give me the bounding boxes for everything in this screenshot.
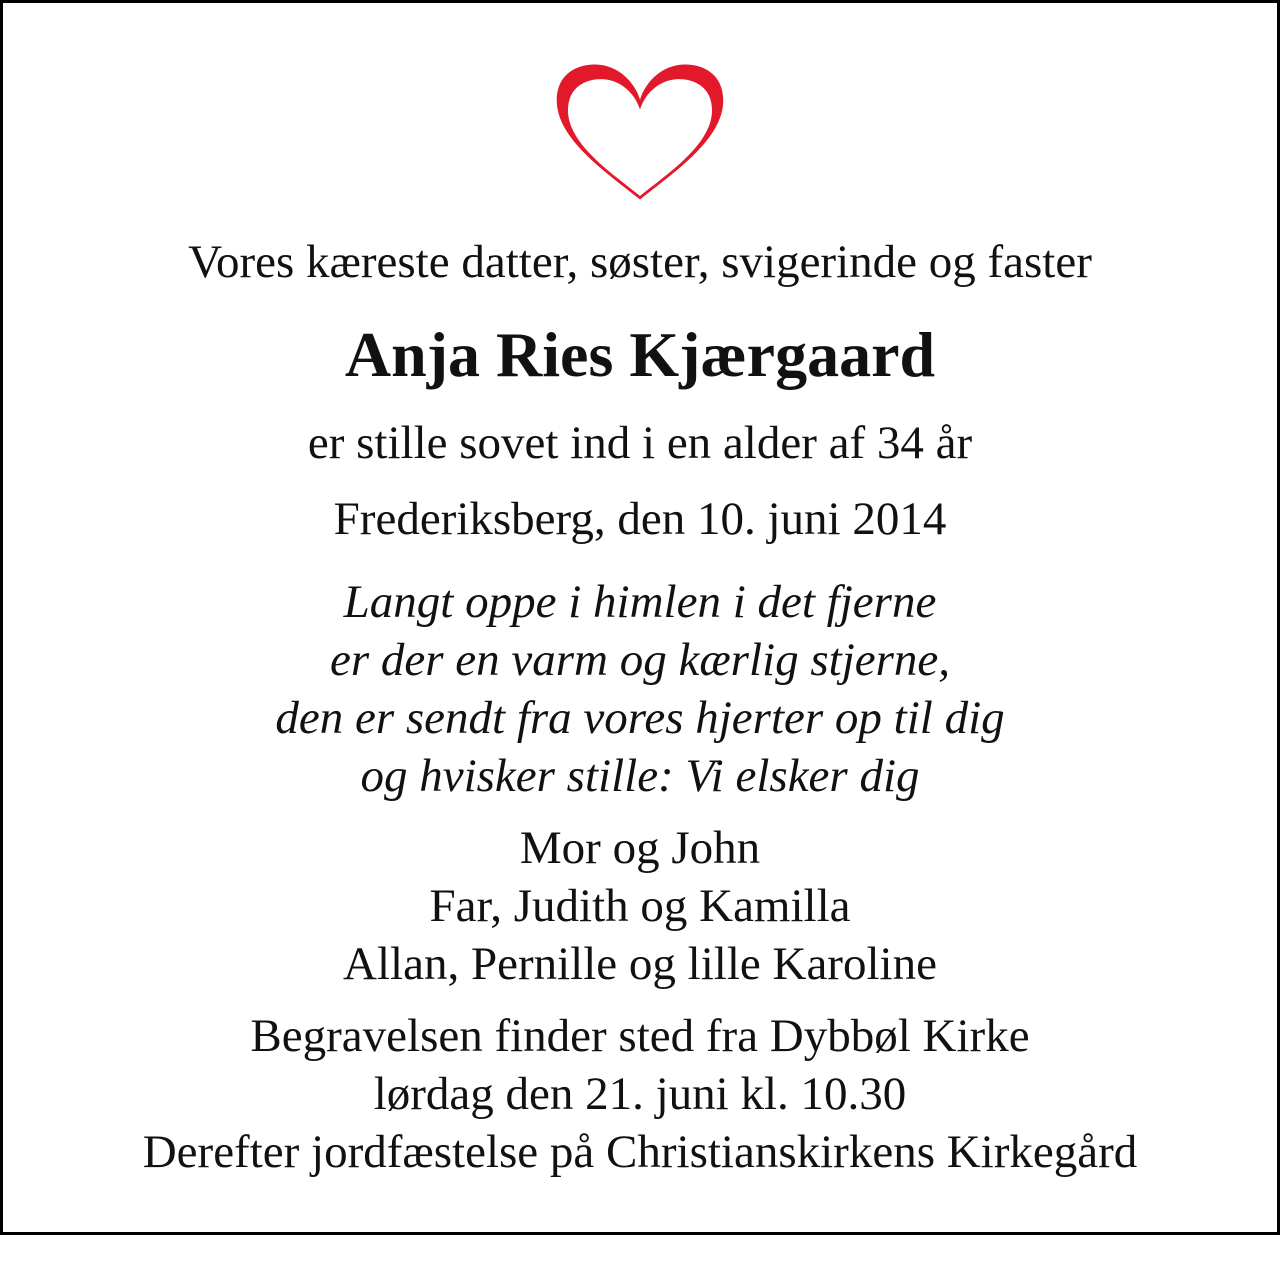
death-line: er stille sovet ind i en alder af 34 år: [307, 417, 973, 469]
intro-line: Vores kæreste datter, søster, svigerinde og faster: [188, 236, 1092, 288]
funeral-line: Derefter jordfæstelse på Christianskirkens Kirkegård: [142, 1126, 1138, 1178]
funeral-line: Begravelsen finder sted fra Dybbøl Kirke: [250, 1010, 1030, 1062]
funeral-details: [3, 1007, 1277, 1181]
family-signatures: [3, 819, 1277, 993]
poem-line: er der en varm og kærlig stjerne,: [329, 634, 951, 686]
family-line: Mor og John: [519, 822, 761, 874]
family-line: Far, Judith og Kamilla: [429, 880, 851, 932]
family-line: Allan, Pernille og lille Karoline: [343, 938, 937, 990]
heart-outline-inner: [568, 79, 712, 196]
obituary-notice: [3, 58, 1277, 1287]
poem-line: og hvisker stille: Vi elsker dig: [360, 750, 920, 802]
heart-icon: [545, 58, 735, 206]
poem-line: den er sendt fra vores hjerter op til dig: [275, 692, 1005, 744]
funeral-line: lørdag den 21. juni kl. 10.30: [373, 1068, 907, 1120]
place-date-line: Frederiksberg, den 10. juni 2014: [333, 493, 947, 545]
deceased-name: Anja Ries Kjærgaard: [344, 319, 936, 390]
poem-line: Langt oppe i himlen i det fjerne: [343, 576, 937, 628]
memorial-poem: [3, 573, 1277, 805]
